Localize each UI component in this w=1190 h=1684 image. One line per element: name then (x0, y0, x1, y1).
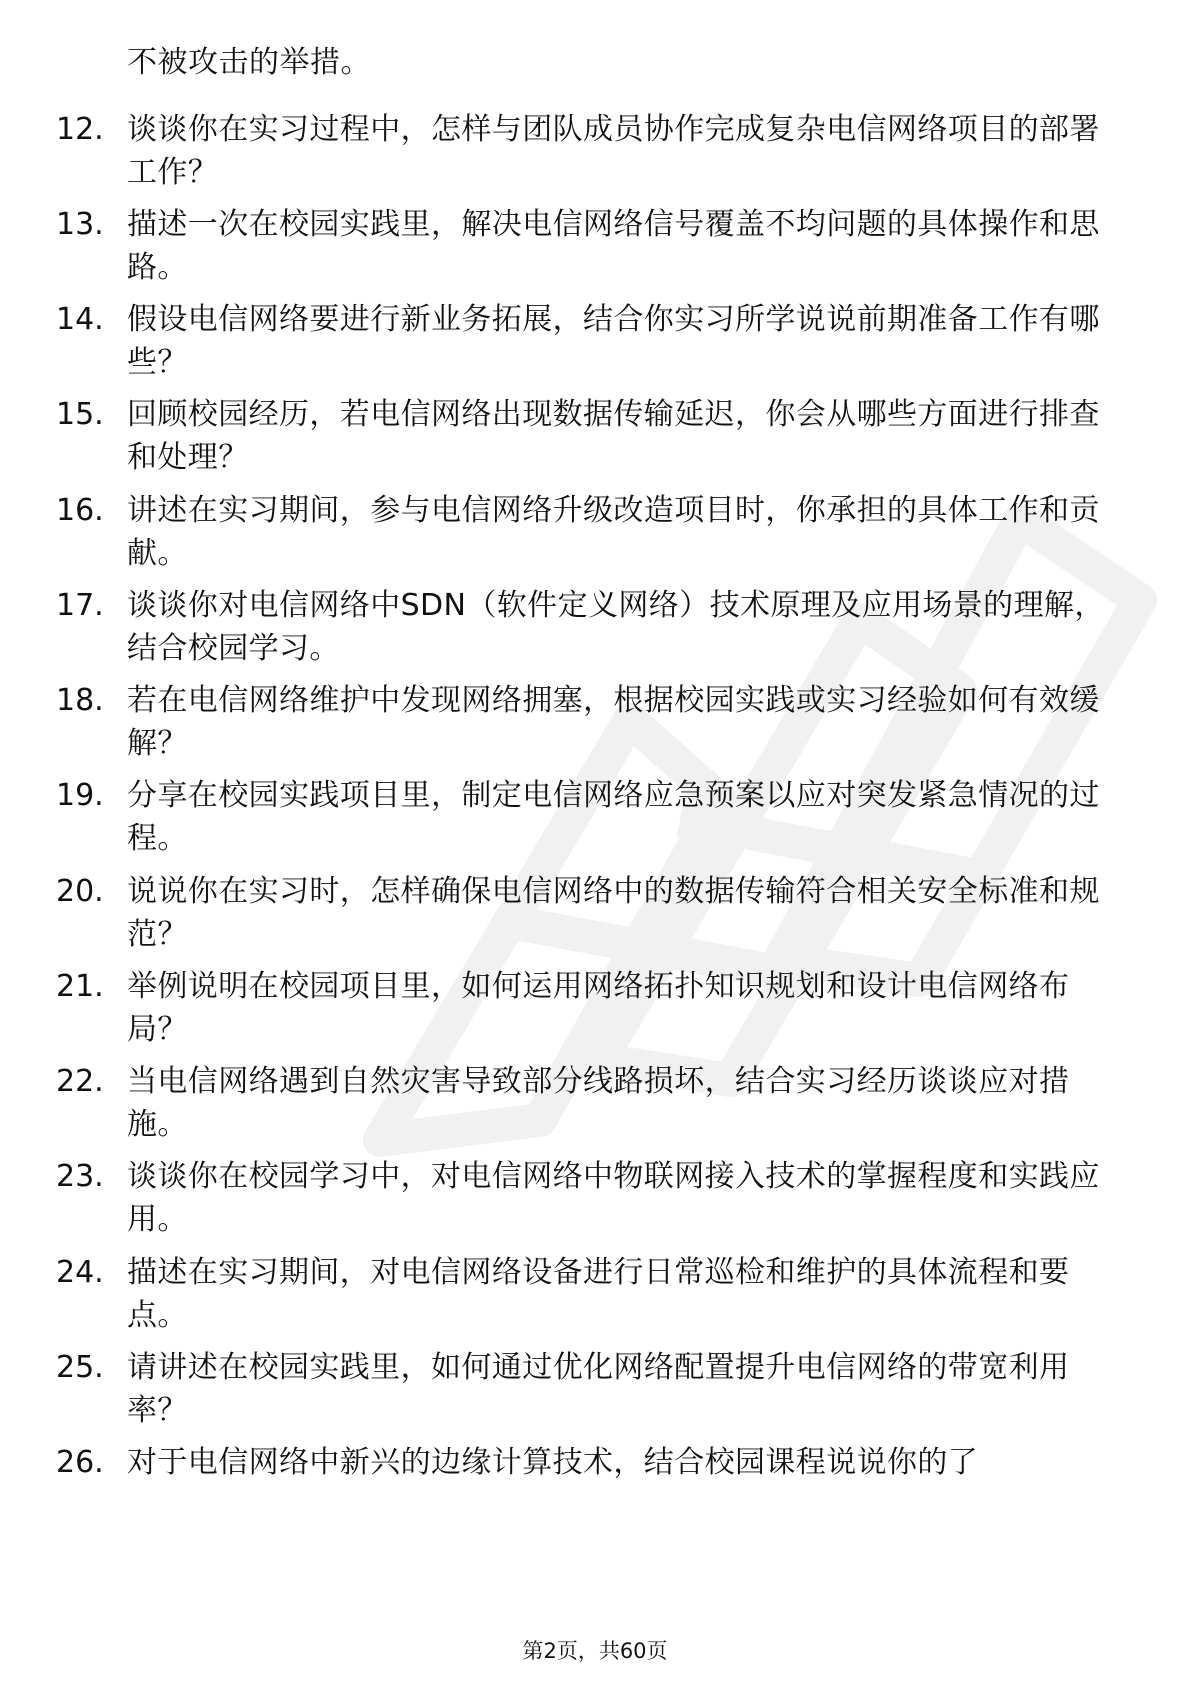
question-number: 23. (56, 1159, 104, 1194)
question-text: 对于电信网络中新兴的边缘计算技术，结合校园课程说说你的了 (127, 1445, 979, 1480)
question-number: 17. (56, 588, 104, 623)
question-number: 13. (56, 207, 104, 242)
question-number: 19. (56, 778, 104, 813)
question-number: 12. (56, 112, 104, 147)
question-text: 说说你在实习时，怎样确保电信网络中的数据传输符合相关安全标准和规范？ (127, 874, 1100, 952)
question-text: 讲述在实习期间，参与电信网络升级改造项目时，你承担的具体工作和贡献。 (127, 493, 1100, 571)
question-text: 假设电信网络要进行新业务拓展，结合你实习所学说说前期准备工作有哪些？ (127, 302, 1100, 380)
question-text: 谈谈你在实习过程中，怎样与团队成员协作完成复杂电信网络项目的部署工作？ (127, 112, 1100, 190)
page-footer: 第2页，共60页 (522, 1639, 668, 1663)
question-number: 25. (56, 1350, 104, 1385)
continuation-text: 不被攻击的举措。 (127, 45, 371, 80)
question-text: 当电信网络遇到自然灾害导致部分线路损坏，结合实习经历谈谈应对措施。 (127, 1064, 1070, 1142)
question-number: 18. (56, 683, 104, 718)
question-number: 16. (56, 493, 104, 528)
question-text: 描述一次在校园实践里，解决电信网络信号覆盖不均问题的具体操作和思路。 (127, 207, 1100, 285)
question-number: 24. (56, 1255, 104, 1290)
question-number: 14. (56, 302, 104, 337)
question-number: 15. (56, 397, 104, 432)
question-text: 描述在实习期间，对电信网络设备进行日常巡检和维护的具体流程和要点。 (127, 1255, 1070, 1333)
question-text: 举例说明在校园项目里，如何运用网络拓扑知识规划和设计电信网络布局？ (127, 969, 1070, 1047)
question-text: 谈谈你在校园学习中，对电信网络中物联网接入技术的掌握程度和实践应用。 (127, 1159, 1100, 1237)
question-number: 20. (56, 874, 104, 909)
question-text: 请讲述在校园实践里，如何通过优化网络配置提升电信网络的带宽利用率？ (127, 1350, 1070, 1428)
question-text: 回顾校园经历，若电信网络出现数据传输延迟，你会从哪些方面进行排查和处理？ (127, 397, 1100, 475)
question-text: 谈谈你对电信网络中SDN（软件定义网络）技术原理及应用场景的理解，结合校园学习。 (127, 588, 1105, 666)
question-number: 26. (56, 1445, 104, 1480)
question-number: 21. (56, 969, 104, 1004)
question-text: 分享在校园实践项目里，制定电信网络应急预案以应对突发紧急情况的过程。 (127, 778, 1100, 856)
question-number: 22. (56, 1064, 104, 1099)
question-text: 若在电信网络维护中发现网络拥塞，根据校园实践或实习经验如何有效缓解？ (127, 683, 1100, 761)
